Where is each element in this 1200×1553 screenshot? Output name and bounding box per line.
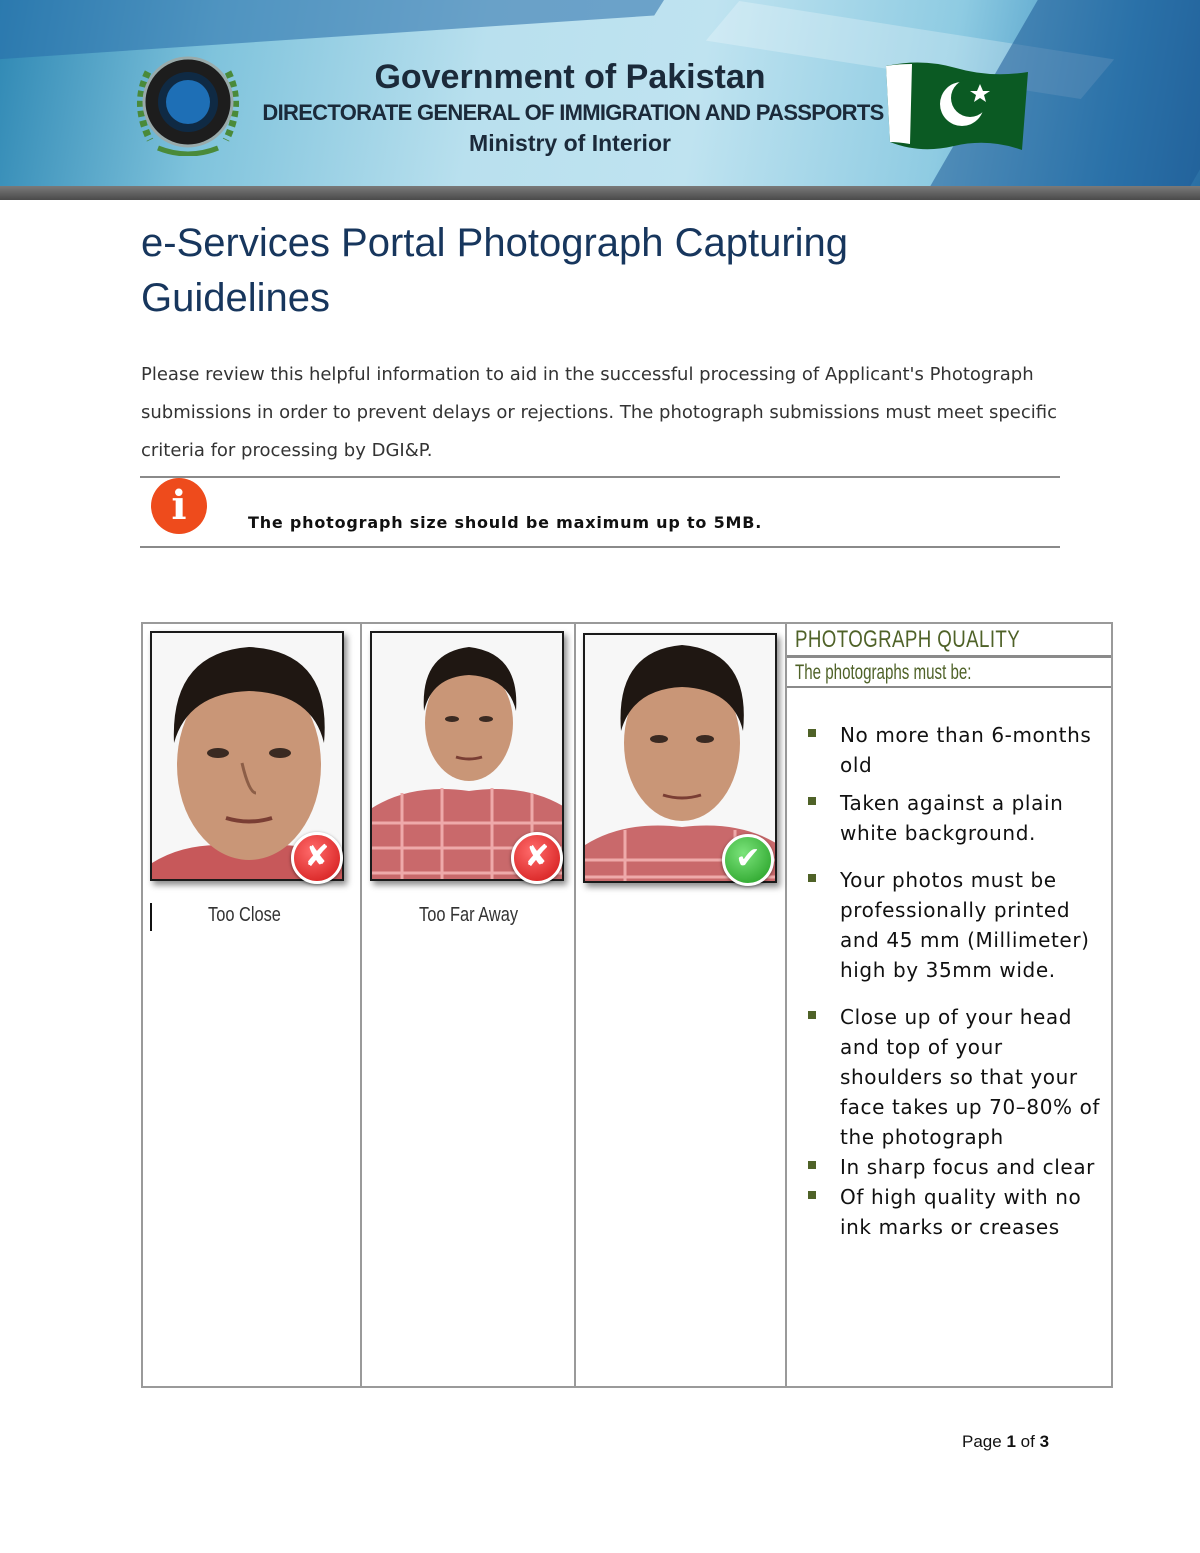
list-item-text: Close up of your head and top of your shoulders so that your face takes up 70–80% of the photograph: [840, 1005, 1101, 1149]
header-subtitle: DIRECTORATE GENERAL OF IMMIGRATION AND PASSPORTS: [262, 100, 884, 125]
table-divider: [785, 622, 787, 1388]
quality-requirements-list: [806, 720, 1106, 1242]
list-item-text: In sharp focus and clear: [840, 1155, 1096, 1179]
header-ministry: Ministry of Interior: [469, 130, 671, 156]
bullet-icon: [808, 1011, 816, 1019]
divider: [140, 546, 1060, 548]
page-number-total: 3: [1039, 1432, 1050, 1451]
banner-decoration: [0, 0, 698, 64]
header-title: Government of Pakistan: [374, 58, 766, 96]
bullet-icon: [808, 729, 816, 737]
rejected-icon: ✘: [291, 832, 343, 884]
bullet-icon: [808, 1191, 816, 1199]
bullet-icon: [808, 874, 816, 882]
bullet-icon: [808, 797, 816, 805]
quality-subheading-text: The photographs must be:: [795, 661, 972, 684]
quality-heading: [787, 624, 1111, 658]
list-item: [806, 865, 1106, 985]
page-title-line: e-Services Portal Photograph Capturing: [141, 221, 849, 265]
banner-shadow-bar: [0, 186, 1200, 200]
text-cursor: [150, 903, 152, 931]
header-banner: [0, 0, 1200, 200]
quality-heading-text: PHOTOGRAPH QUALITY: [795, 626, 1021, 653]
list-item-text: No more than 6-months old: [840, 723, 1092, 777]
list-item-text: Of high quality with no ink marks or creases: [840, 1185, 1082, 1239]
quality-subheading: [787, 658, 1111, 688]
info-icon: i: [151, 478, 207, 534]
list-item-text: Your photos must be professionally printed and 45 mm (Millimeter) high by 35mm wide.: [840, 868, 1090, 982]
dgip-emblem-icon: [128, 52, 248, 156]
intro-paragraph: Please review this helpful information to aid in the successful processing of Applicant's Photograph submissions in order to prevent delays or rejections. The photograph submissions must meet specific criteria for processing by DGI&P.: [141, 364, 1057, 461]
list-item: [806, 720, 1106, 780]
list-item-text: Taken against a plain white background.: [840, 791, 1064, 845]
page-number-prefix: Page: [962, 1432, 1002, 1451]
bullet-icon: [808, 1161, 816, 1169]
table-divider: [574, 622, 576, 1388]
rejected-icon: ✘: [511, 832, 563, 884]
size-limit-note: The photograph size should be maximum up to 5MB.: [248, 513, 763, 532]
photo-caption: Too Close: [208, 904, 281, 926]
page-title: [141, 216, 1041, 326]
list-item: [806, 1152, 1106, 1182]
photo-caption: Too Far Away: [419, 904, 519, 926]
table-divider: [360, 622, 362, 1388]
list-item: [806, 1002, 1106, 1152]
page-number-current: 1: [1006, 1432, 1016, 1451]
divider: [140, 476, 1060, 478]
page-number: [962, 1432, 1049, 1452]
list-item: [806, 788, 1106, 848]
list-item: [806, 1182, 1106, 1242]
accepted-icon: ✔: [722, 834, 774, 886]
page-title-line: Guidelines: [141, 276, 331, 320]
page-number-of: of: [1020, 1432, 1035, 1451]
pakistan-flag-icon: [882, 58, 1030, 154]
